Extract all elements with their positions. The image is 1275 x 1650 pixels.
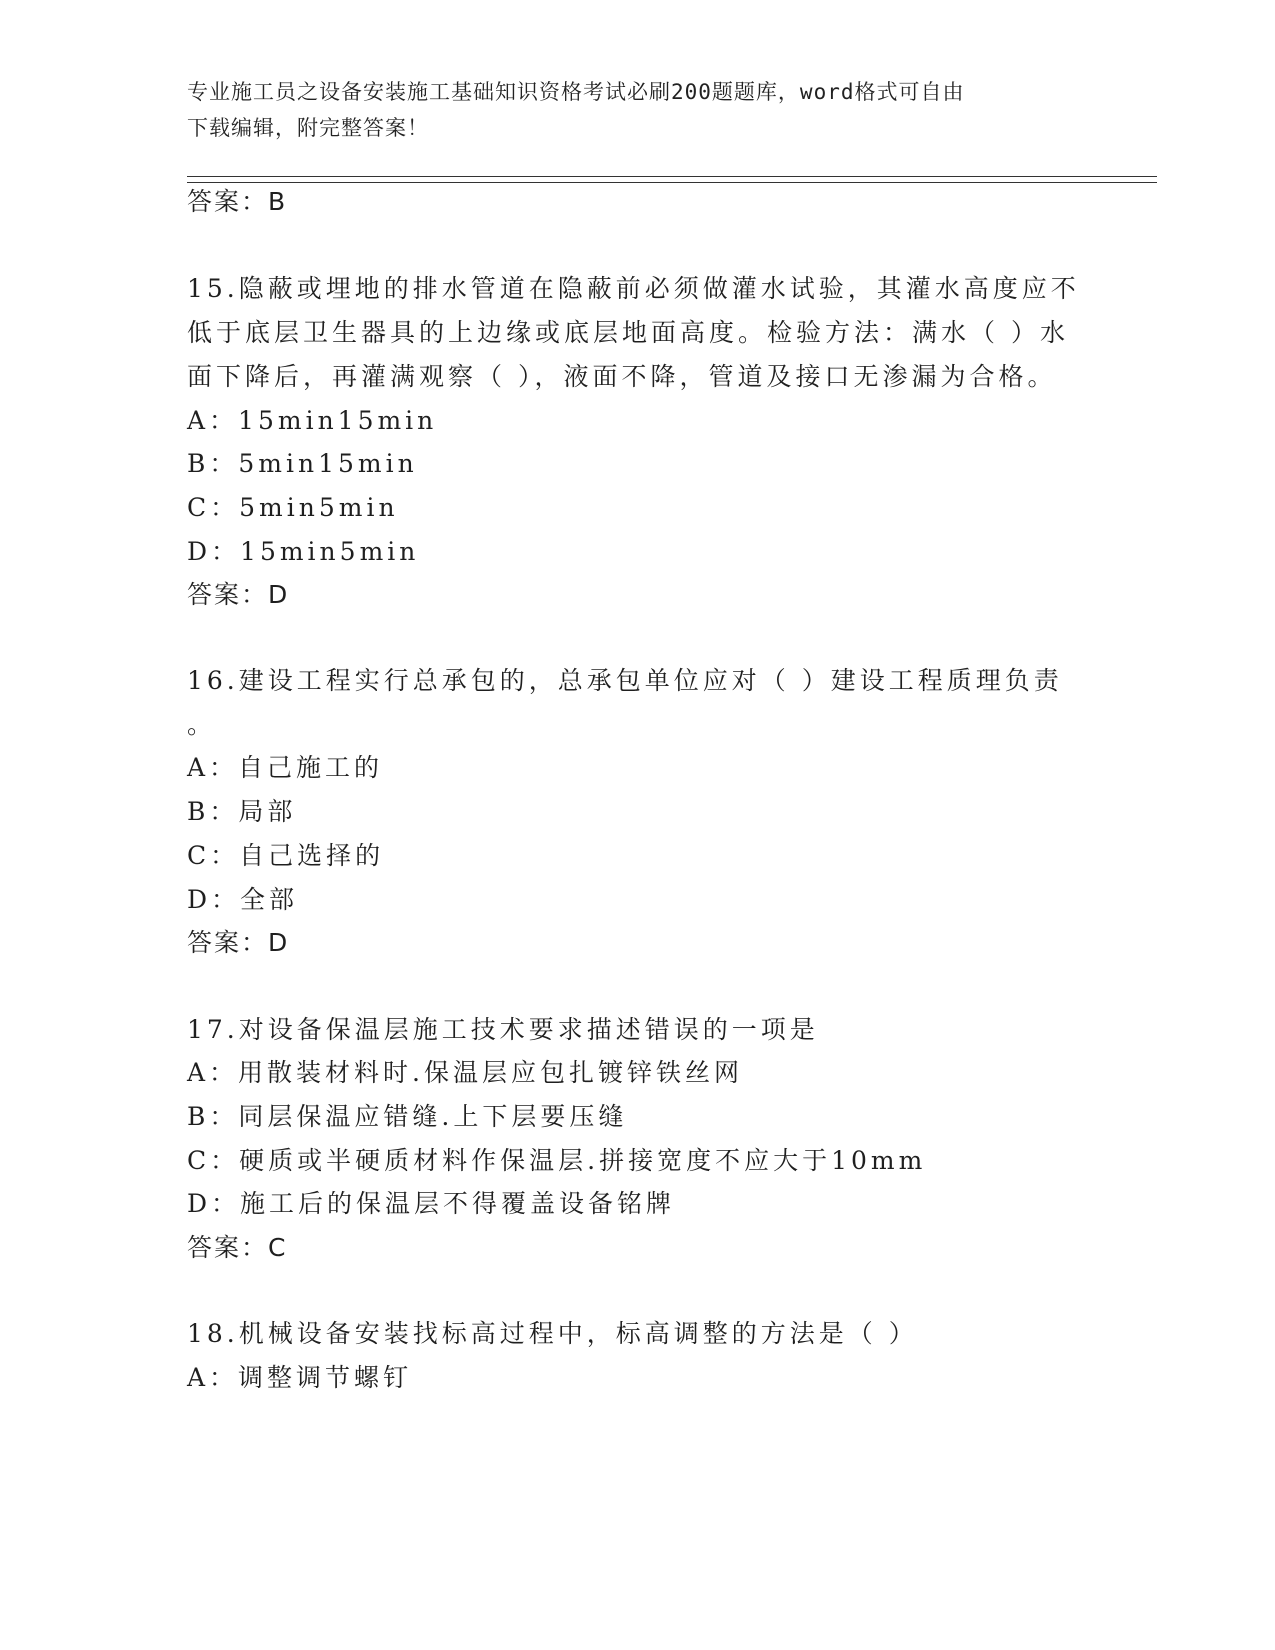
question-15-stem-2: 低于底层卫生器具的上边缘或底层地面高度。检验方法：满水（ ）水 [187, 318, 1069, 347]
header-line-1: 专业施工员之设备安装施工基础知识资格考试必刷200题题库，word格式可自由 [187, 80, 965, 104]
answer-14: 答案：B [187, 187, 288, 216]
question-15-option-b: B：5min15min [187, 449, 418, 478]
header-divider-top [187, 176, 1157, 177]
question-16-option-b: B：局部 [187, 797, 297, 826]
document-header [187, 74, 1067, 146]
question-16-stem-2: 。 [187, 710, 217, 739]
question-15-option-c: C：5min5min [187, 493, 399, 522]
question-17-option-d: D：施工后的保温层不得覆盖设备铭牌 [187, 1189, 676, 1218]
question-15-stem-1: 15.隐蔽或埋地的排水管道在隐蔽前必须做灌水试验，其灌水高度应不 [187, 274, 1080, 303]
question-17-option-a: A：用散装材料时.保温层应包扎镀锌铁丝网 [187, 1058, 744, 1087]
question-16-stem-1: 16.建设工程实行总承包的，总承包单位应对（ ）建设工程质理负责 [187, 666, 1063, 695]
question-16-option-a: A：自己施工的 [187, 753, 384, 782]
answer-16: 答案：D [187, 928, 290, 957]
question-16-option-c: C：自己选择的 [187, 841, 385, 870]
question-16-option-d: D：全部 [187, 885, 299, 914]
header-line-2: 下载编辑，附完整答案！ [187, 116, 429, 140]
question-15-option-d: D：15min5min [187, 537, 420, 566]
answer-15: 答案：D [187, 580, 290, 609]
question-17-option-b: B：同层保温应错缝.上下层要压缝 [187, 1102, 628, 1131]
question-18-option-a: A：调整调节螺钉 [187, 1363, 413, 1392]
question-17-stem-1: 17.对设备保温层施工技术要求描述错误的一项是 [187, 1015, 819, 1044]
answer-17: 答案：C [187, 1233, 288, 1262]
question-17-option-c: C：硬质或半硬质材料作保温层.拼接宽度不应大于10mm [187, 1146, 927, 1175]
question-15-option-a: A：15min15min [187, 406, 438, 435]
question-18-stem-1: 18.机械设备安装找标高过程中，标高调整的方法是（ ） [187, 1319, 918, 1348]
header-divider-bottom [187, 182, 1157, 183]
question-15-stem-3: 面下降后，再灌满观察（ ），液面不降，管道及接口无渗漏为合格。 [187, 362, 1057, 391]
